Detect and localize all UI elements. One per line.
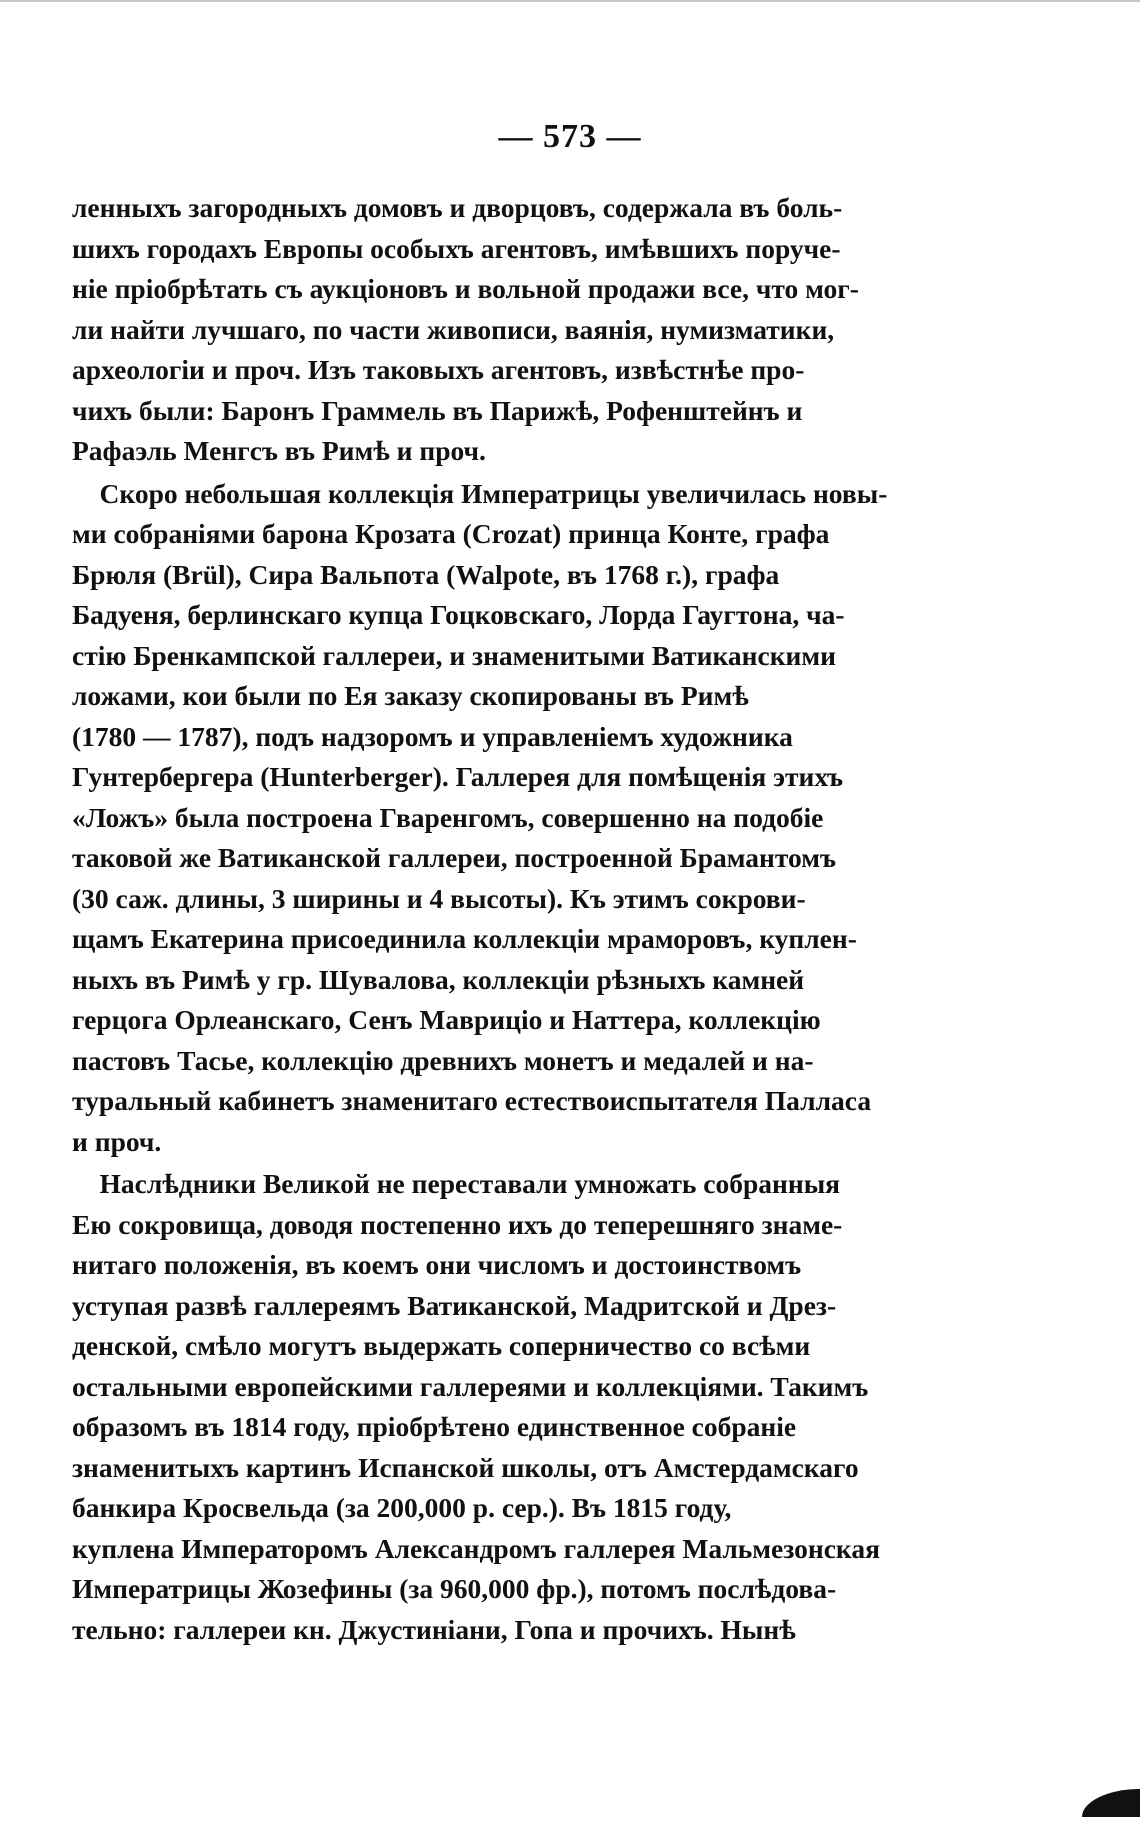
text-line: Бадуеня, берлинскаго купца Гоцковскаго, Лорда Гаугтона, ча- [72, 599, 845, 630]
text-line: щамъ Екатерина присоединила коллекціи мраморовъ, куплен- [72, 923, 857, 954]
text-line: Гунтербергера (Hunterberger). Галлерея для помѣщенія этихъ [72, 761, 844, 792]
text-line: (1780 — 1787), подъ надзоромъ и управленіемъ художника [72, 720, 793, 752]
text-line: остальными европейскими галлереями и коллекціями. Такимъ [72, 1370, 869, 1402]
text-line: чихъ были: Баронъ Граммель въ Парижѣ, Рофенштейнъ и [72, 394, 803, 426]
text-line: куплена Императоромъ Александромъ галлерея Мальмезонская [72, 1532, 880, 1564]
text-line: туральный кабинетъ знаменитаго естествоиспытателя Палласа [72, 1085, 872, 1116]
text-line: герцога Орлеанскаго, Сенъ Маврицiо и Наттера, коллекцію [72, 1004, 821, 1035]
text-line: стію Бренкампской галлереи, и знаменитыми Ватиканскими [72, 639, 836, 671]
text-line: тельно: галлереи кн. Джустиніани, Гопа и прочихъ. Нынѣ [72, 1613, 796, 1645]
text-line: Брюля (Brül), Сира Вальпота (Walpote, въ 1768 г.), графа [72, 558, 780, 590]
text-line: Скоро небольшая коллекція Императрицы увеличилась новы- [72, 477, 888, 509]
text-line: Императрицы Жозефины (за 960,000 фр.), потомъ послѣдова- [72, 1573, 837, 1604]
text-line: денской, смѣло могутъ выдержать соперничество со всѣми [72, 1330, 811, 1361]
text-line: таковой же Ватиканской галлереи, построенной Брамантомъ [72, 842, 837, 873]
text-line: знаменитыхъ картинъ Испанской школы, отъ Амстердамскаго [72, 1451, 859, 1483]
text-line: банкира Кросвельда (за 200,000 р. сер.). Въ 1815 году, [72, 1492, 732, 1523]
body-text [72, 188, 1012, 1650]
text-line: Рафаэль Менгсъ въ Римѣ и проч. [72, 435, 486, 466]
text-line: ми собраніями барона Крозата (Crozat) принца Конте, графа [72, 518, 830, 549]
text-line: ли найти лучшаго, по части живописи, ваянія, нумизматики, [72, 313, 835, 345]
text-line: (30 саж. длины, 3 ширины и 4 высоты). Къ этимъ сокрови- [72, 882, 806, 914]
text-line: ленныхъ загородныхъ домовъ и дворцовъ, содержала въ боль- [72, 192, 843, 223]
text-line: «Ложъ» была построена Гваренгомъ, совершенно на подобіе [72, 801, 824, 833]
text-line: нитаго положенія, въ коемъ они числомъ и достоинствомъ [72, 1249, 802, 1280]
text-line: Ею сокровища, доводя постепенно ихъ до теперешняго знаме- [72, 1208, 843, 1240]
text-line: ложами, кои были по Ея заказу скопированы въ Римѣ [72, 680, 749, 711]
corner-ink-mark [1082, 1789, 1140, 1817]
text-line: Наслѣдники Великой не переставали умножать собранныя [72, 1168, 841, 1199]
text-line: и проч. [72, 1125, 162, 1157]
text-line: уступая развѣ галлереямъ Ватиканской, Мадритской и Дрез- [72, 1289, 837, 1321]
text-line: ніе пріобрѣтать съ аукціоновъ и вольной продажи все, что мог- [72, 273, 859, 304]
text-line: образомъ въ 1814 году, пріобрѣтено единственное собраніе [72, 1411, 797, 1442]
text-line: шихъ городахъ Европы особыхъ агентовъ, имѣвшихъ поруче- [72, 232, 841, 264]
text-line: пастовъ Тасье, коллекцію древнихъ монетъ и медалей и на- [72, 1044, 814, 1076]
text-line: археологіи и проч. Изъ таковыхъ агентовъ, извѣстнѣе про- [72, 354, 805, 385]
top-edge-rule [0, 0, 1140, 2]
page-number: — 573 — [498, 118, 642, 155]
text-line: ныхъ въ Римѣ у гр. Шувалова, коллекціи рѣзныхъ камней [72, 963, 805, 995]
